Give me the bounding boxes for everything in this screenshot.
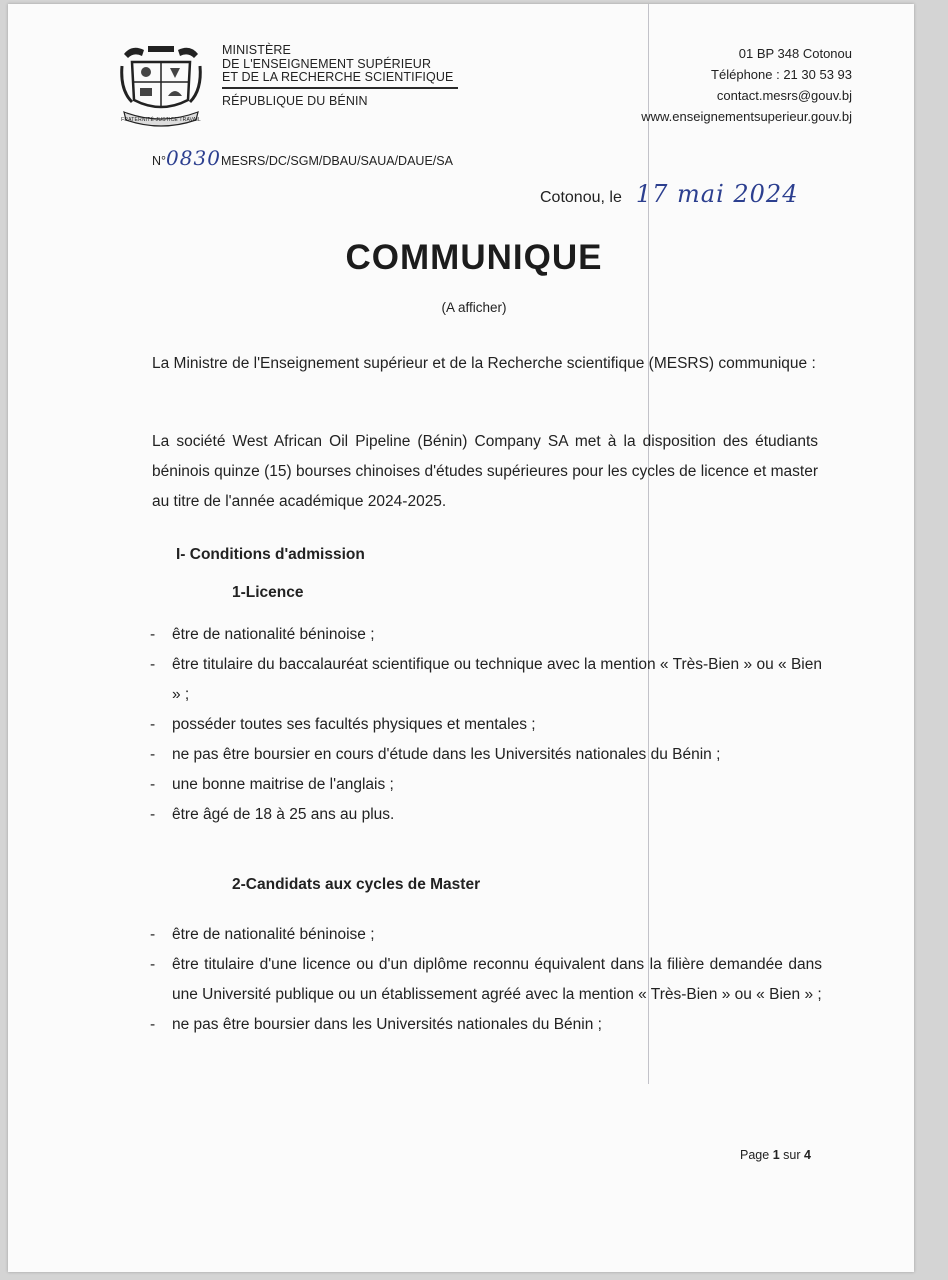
- bullet-dash: -: [150, 746, 156, 763]
- page-total: 4: [803, 1148, 811, 1162]
- list-item: [150, 710, 822, 740]
- list-item-text: être de nationalité béninoise ;: [172, 926, 375, 943]
- phone-number: Téléphone : 21 30 53 93: [711, 67, 852, 82]
- page-number: [740, 1148, 811, 1162]
- licence-subsection-title: 1-Licence: [232, 584, 304, 601]
- date-place: Cotonou, le: [540, 189, 622, 206]
- bullet-dash: -: [150, 1016, 156, 1033]
- master-conditions-list: [150, 920, 822, 1040]
- ministry-header: [222, 44, 458, 108]
- postal-address: 01 BP 348 Cotonou: [738, 46, 852, 61]
- website-url: www.enseignementsuperieur.gouv.bj: [641, 109, 852, 124]
- bullet-dash: -: [150, 656, 156, 673]
- list-item-text: ne pas être boursier en cours d'étude dans les Universités nationales du Bénin ;: [172, 746, 721, 763]
- header-rule: [222, 87, 458, 89]
- ministry-line-2: DE L'ENSEIGNEMENT SUPÉRIEUR: [222, 56, 432, 71]
- benin-coat-of-arms-icon: [118, 42, 204, 128]
- licence-conditions-list: [150, 620, 822, 830]
- list-item: [150, 650, 822, 710]
- bullet-dash: -: [150, 926, 156, 943]
- body-paragraph: La société West African Oil Pipeline (Bénin) Company SA met à la disposition des étudiants béninois quinze (15) bourses chinoises d'études supérieures pour les cycles de licence et master au titre de l'année académique 2024-2025.: [152, 433, 818, 510]
- list-item-text: être de nationalité béninoise ;: [172, 626, 375, 643]
- list-item-text: une bonne maitrise de l'anglais ;: [172, 776, 394, 793]
- date-handwritten: 17 mai 2024: [635, 180, 799, 208]
- reference-handwritten-number: 0830: [166, 146, 221, 170]
- list-item: [150, 920, 822, 950]
- list-item: [150, 950, 822, 1010]
- master-subsection-title: 2-Candidats aux cycles de Master: [232, 876, 481, 893]
- bullet-dash: -: [150, 716, 156, 733]
- conditions-section-title: I- Conditions d'admission: [176, 546, 365, 563]
- reference-number: [152, 146, 453, 170]
- page-label: Page: [740, 1148, 770, 1162]
- bullet-dash: -: [150, 626, 156, 643]
- date-line: [540, 180, 798, 208]
- list-item: [150, 740, 822, 770]
- list-item: [150, 1010, 822, 1040]
- page-separator: sur: [783, 1148, 801, 1162]
- document-subtitle: (A afficher): [441, 300, 507, 315]
- list-item-text: être titulaire du baccalauréat scientifique ou technique avec la mention « Très-Bien » ou « Bien » ;: [172, 656, 822, 703]
- intro-paragraph: La Ministre de l'Enseignement supérieur et de la Recherche scientifique (MESRS) communique :: [152, 355, 816, 372]
- document-title: COMMUNIQUE: [345, 238, 603, 277]
- list-item: [150, 800, 822, 830]
- bullet-dash: -: [150, 806, 156, 823]
- list-item-text: posséder toutes ses facultés physiques et mentales ;: [172, 716, 536, 733]
- list-item-text: ne pas être boursier dans les Universités nationales du Bénin ;: [172, 1016, 602, 1033]
- list-item: [150, 620, 822, 650]
- list-item-text: être âgé de 18 à 25 ans au plus.: [172, 806, 395, 823]
- ministry-line-3: ET DE LA RECHERCHE SCIENTIFIQUE: [222, 70, 454, 84]
- reference-suffix: MESRS/DC/SGM/DBAU/SAUA/DAUE/SA: [220, 154, 453, 168]
- email-address: contact.mesrs@gouv.bj: [716, 88, 852, 103]
- list-item-text: être titulaire d'une licence ou d'un diplôme reconnu équivalent dans la filière demandée dans une Université publique ou un établissement agréé avec la mention « Très-Bien » ou « Bien » ;: [172, 956, 822, 1003]
- bullet-dash: -: [150, 776, 156, 793]
- page-current: 1: [772, 1148, 780, 1162]
- ministry-line-1: MINISTÈRE: [222, 43, 291, 57]
- list-item: [150, 770, 822, 800]
- republic-name: RÉPUBLIQUE DU BÉNIN: [222, 93, 368, 108]
- reference-prefix: N°: [152, 154, 167, 168]
- contact-block: [641, 43, 852, 127]
- bullet-dash: -: [150, 956, 156, 973]
- crest-motto: FRATERNITÉ JUSTICE TRAVAIL: [121, 117, 201, 123]
